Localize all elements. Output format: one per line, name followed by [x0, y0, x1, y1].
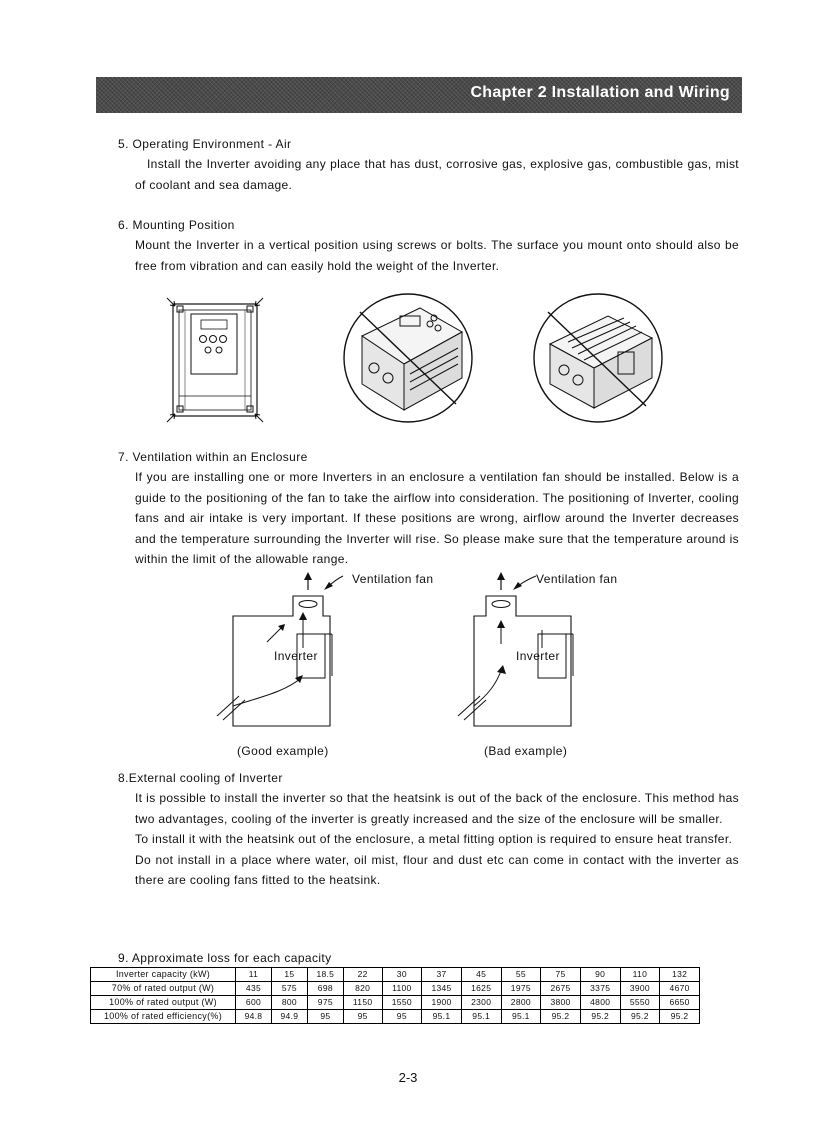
table-cell: 575 — [271, 982, 307, 996]
table-cell: 95 — [307, 1010, 343, 1024]
section-8-text — [135, 788, 739, 891]
good-fan-label: Ventilation fan — [352, 572, 434, 586]
table-row — [91, 996, 700, 1010]
table-cell: 132 — [660, 968, 700, 982]
table-cell: 1100 — [382, 982, 422, 996]
table-cell: 95.1 — [501, 1010, 541, 1024]
table-cell: 3375 — [580, 982, 620, 996]
section-5-paragraph: Install the Inverter avoiding any place that has dust, corrosive gas, explosive gas, combustible gas, mist of coolant and sea damage. — [135, 157, 739, 192]
table-cell: 1625 — [461, 982, 501, 996]
table-cell: 5550 — [620, 996, 660, 1010]
table-cell: 75 — [541, 968, 581, 982]
section-8-paragraph-1: It is possible to install the inverter so that the heatsink is out of the back of the enclosure. This method has two advantages, cooling of the inverter is greatly increased and the size of the enclosure will be smaller. — [135, 791, 739, 826]
table-cell: 2675 — [541, 982, 581, 996]
table-cell: 1550 — [382, 996, 422, 1010]
chapter-title: Chapter 2 Installation and Wiring — [470, 84, 730, 101]
section-8-paragraph-2: To install it with the heatsink out of the enclosure, a metal fitting option is required to ensure heat transfer. — [135, 832, 733, 846]
table-cell: 1150 — [343, 996, 382, 1010]
section-5-text — [135, 154, 739, 195]
table-cell: 3800 — [541, 996, 581, 1010]
table-cell: 15 — [271, 968, 307, 982]
table-cell: 6650 — [660, 996, 700, 1010]
table-cell: 95.1 — [422, 1010, 462, 1024]
section-6-paragraph: Mount the Inverter in a vertical position using screws or bolts. The surface you mount onto should also be free from vibration and can easily hold the weight of the Inverter. — [135, 238, 739, 273]
table-cell: 1900 — [422, 996, 462, 1010]
table-cell: 800 — [271, 996, 307, 1010]
table-cell: 22 — [343, 968, 382, 982]
inverter-front-view-figure — [165, 296, 265, 424]
table-row-header: Inverter capacity (kW) — [91, 968, 236, 982]
table-cell: 1975 — [501, 982, 541, 996]
section-7-text — [135, 467, 739, 570]
table-row — [91, 968, 700, 982]
table-cell: 2800 — [501, 996, 541, 1010]
table-cell: 600 — [236, 996, 272, 1010]
section-6-heading: 6. Mounting Position — [118, 218, 235, 232]
table-cell: 95 — [382, 1010, 422, 1024]
section-6-text — [135, 235, 739, 276]
table-row — [91, 1010, 700, 1024]
page-number: 2-3 — [398, 1070, 418, 1085]
table-cell: 698 — [307, 982, 343, 996]
table-cell: 820 — [343, 982, 382, 996]
bad-example-caption: (Bad example) — [484, 744, 568, 758]
table-row — [91, 982, 700, 996]
inverter-tilted-horizontal-prohibited-figure — [340, 288, 476, 428]
table-cell: 95.2 — [620, 1010, 660, 1024]
inverter-lying-flat-prohibited-figure — [528, 288, 668, 428]
table-cell: 95.2 — [541, 1010, 581, 1024]
ventilation-bad-example-diagram — [446, 568, 606, 728]
section-7-paragraph: If you are installing one or more Inverters in an enclosure a ventilation fan should be installed. Below is a guide to the positioning of the fan to take the airflow into consideration. The positioning of Inverter, cooling fans and air intake is very important. If these positions are wrong, airflow around the Inverter decreases and the temperature surrounding the Inverter will rise. So please make sure that the temperature around is within the limit of the allowable range. — [135, 470, 739, 566]
table-cell: 95.2 — [580, 1010, 620, 1024]
table-cell: 4670 — [660, 982, 700, 996]
table-cell: 975 — [307, 996, 343, 1010]
section-8-paragraph-3: Do not install in a place where water, oil mist, flour and dust etc can come in contact with the inverter as there are cooling fans fitted to the heatsink. — [135, 852, 739, 887]
table-cell: 3900 — [620, 982, 660, 996]
table-cell: 110 — [620, 968, 660, 982]
loss-table — [90, 967, 700, 1024]
table-cell: 95.2 — [660, 1010, 700, 1024]
table-cell: 18.5 — [307, 968, 343, 982]
section-5-heading: 5. Operating Environment - Air — [118, 137, 292, 151]
good-example-caption: (Good example) — [237, 744, 329, 758]
table-cell: 90 — [580, 968, 620, 982]
table-cell: 11 — [236, 968, 272, 982]
chapter-banner — [96, 77, 742, 113]
table-row-header: 100% of rated output (W) — [91, 996, 236, 1010]
section-7-heading: 7. Ventilation within an Enclosure — [118, 450, 308, 464]
good-inverter-label: Inverter — [274, 649, 318, 663]
table-cell: 94.8 — [236, 1010, 272, 1024]
table-cell: 37 — [422, 968, 462, 982]
table-cell: 435 — [236, 982, 272, 996]
table-cell: 1345 — [422, 982, 462, 996]
section-8-heading: 8.External cooling of Inverter — [118, 771, 283, 785]
table-cell: 45 — [461, 968, 501, 982]
section-9-heading: 9. Approximate loss for each capacity — [118, 951, 332, 965]
table-cell: 55 — [501, 968, 541, 982]
table-cell: 95.1 — [461, 1010, 501, 1024]
table-cell: 95 — [343, 1010, 382, 1024]
bad-inverter-label: Inverter — [516, 649, 560, 663]
table-cell: 94.9 — [271, 1010, 307, 1024]
table-cell: 2300 — [461, 996, 501, 1010]
table-row-header: 100% of rated efficiency(%) — [91, 1010, 236, 1024]
table-cell: 30 — [382, 968, 422, 982]
ventilation-good-example-diagram — [205, 568, 365, 728]
table-cell: 4800 — [580, 996, 620, 1010]
bad-fan-label: Ventilation fan — [536, 572, 618, 586]
table-row-header: 70% of rated output (W) — [91, 982, 236, 996]
